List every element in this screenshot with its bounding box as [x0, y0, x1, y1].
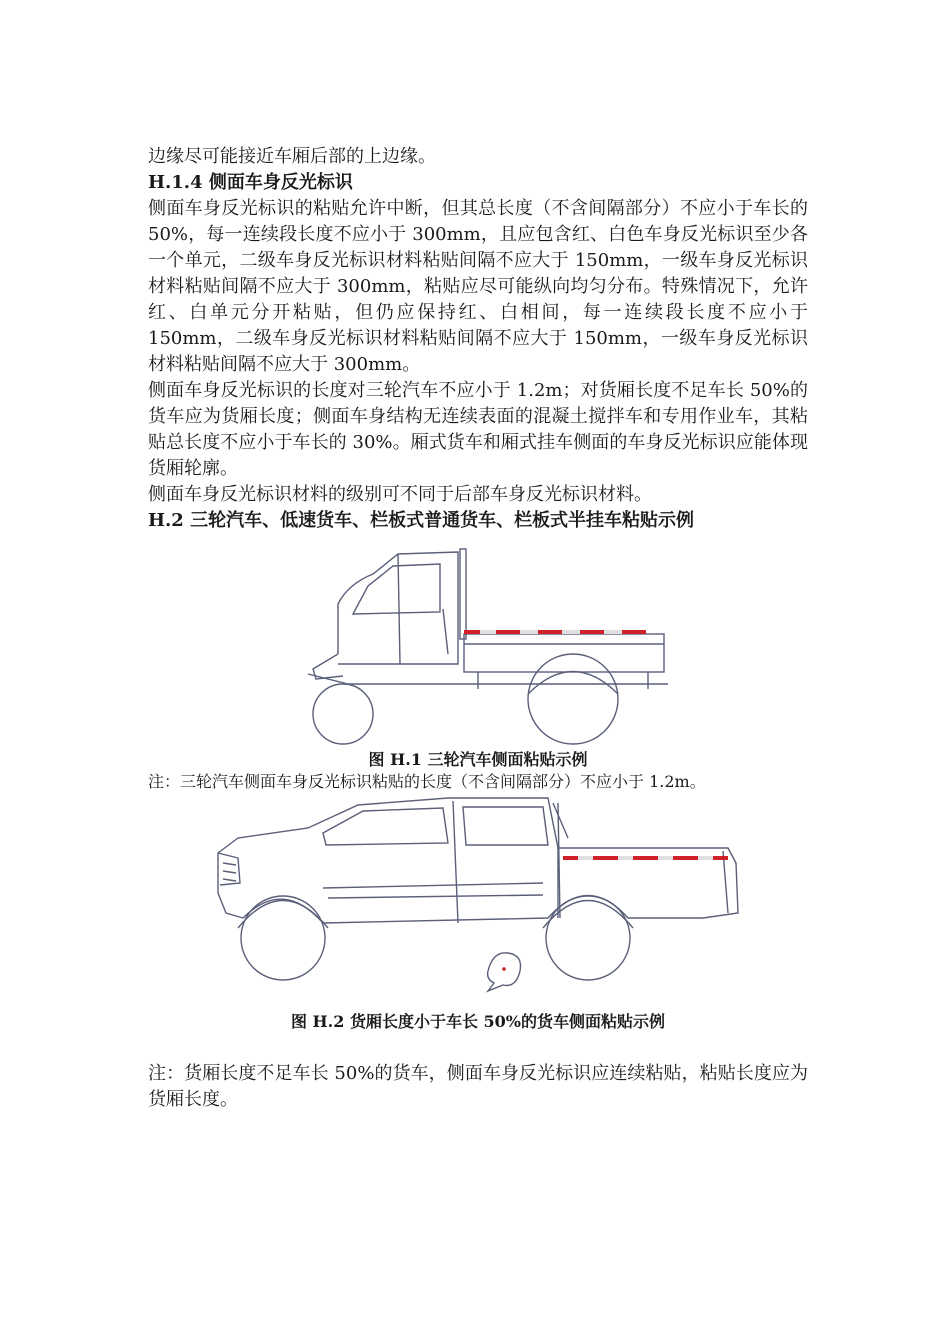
- figure-h2-note: 注：货厢长度不足车长 50%的货车，侧面车身反光标识应连续粘贴，粘贴长度应为货厢长度。: [148, 1063, 808, 1110]
- paragraph-side-marking-rules: 侧面车身反光标识的粘贴允许中断，但其总长度（不含间隔部分）不应小于车长的 50%，每一连续段长度不应小于 300mm，且应包含红、白色车身反光标识至少各一个单元，二级车身反光标识材料粘贴间隔不应大于 150mm，一级车身反光标识材料粘贴间隔不应大于 300mm，粘贴应尽可能纵向均匀分布。特殊情况下，允许红、白单元分开粘贴，但仍应保持红、白相间，每一连续段长度不应小于 150mm，二级车身反光标识材料粘贴间隔不应大于 150mm，一级车身反光标识材料粘贴间隔不应大于 300mm。: [148, 198, 808, 375]
- figure-h1-note: 注：三轮汽车侧面车身反光标识粘贴的长度（不含间隔部分）不应小于 1.2m。: [148, 772, 706, 791]
- section-heading-h2: H.2 三轮汽车、低速货车、栏板式普通货车、栏板式半挂车粘贴示例: [148, 510, 695, 531]
- pickup-truck-figure: [148, 793, 808, 993]
- tricycle-truck-figure: [148, 544, 808, 749]
- section-heading-h1-4: H.1.4 侧面车身反光标识: [148, 172, 353, 193]
- paragraph-side-marking-length: 侧面车身反光标识的长度对三轮汽车不应小于 1.2m；对货厢长度不足车长 50%的货车应为货厢长度；侧面车身结构无连续表面的混凝土搅拌车和专用作业车，其粘贴总长度不应小于车长的 30%。厢式货车和厢式挂车侧面的车身反光标识应能体现货厢轮廓。: [148, 380, 808, 479]
- figure-h1-caption: 图 H.1 三轮汽车侧面粘贴示例: [368, 750, 588, 769]
- paragraph-continuation: 边缘尽可能接近车厢后部的上边缘。: [148, 146, 436, 167]
- figure-h2-caption: 图 H.2 货厢长度小于车长 50%的货车侧面粘贴示例: [290, 1012, 665, 1031]
- paragraph-material-grade: 侧面车身反光标识材料的级别可不同于后部车身反光标识材料。: [148, 484, 652, 505]
- document-page: [148, 144, 808, 1113]
